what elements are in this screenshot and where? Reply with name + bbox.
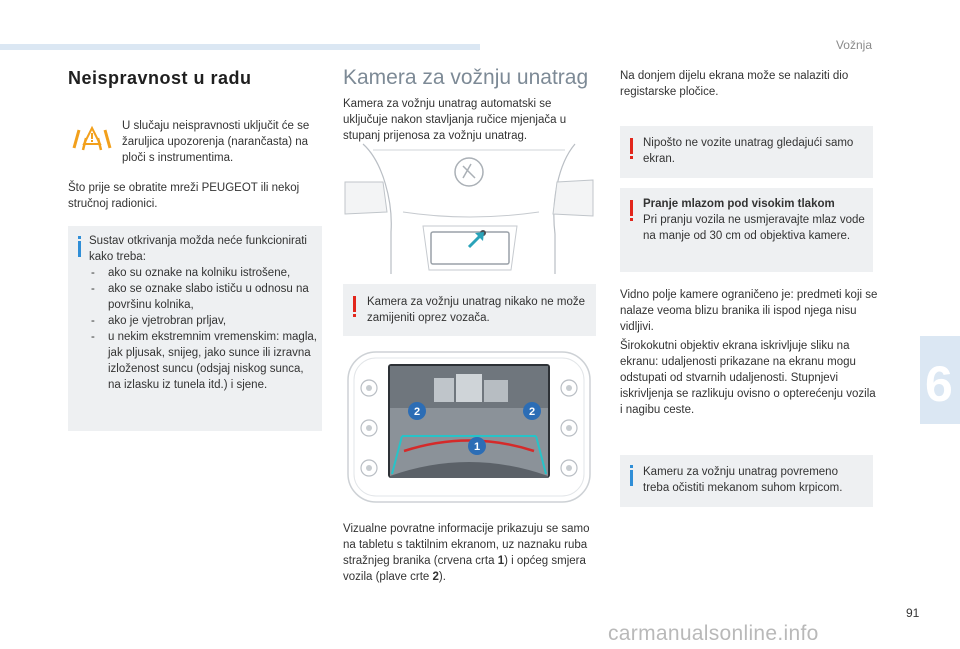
section-title-camera: Kamera za vožnju unatrag <box>343 66 589 89</box>
camera-intro: Kamera za vožnju unatrag automatski se uključuje nakon stavljanja ručice mjenjača u stupanj prijenosa za vožnju unatrag. <box>343 98 567 142</box>
guide-label-1: 1 <box>473 441 481 453</box>
chapter-number: 6 <box>925 356 953 412</box>
info-icon <box>630 465 633 468</box>
plate-note: Na donjem dijelu ekrana može se nalaziti dio registarske pločice. <box>620 70 849 98</box>
camera-warning-text: Kamera za vožnju unatrag nikako ne može zamijeniti oprez vozača. <box>367 296 585 324</box>
wide-angle-note: Širokokutni objektiv ekrana iskrivljuje sliku na ekranu: udaljenosti prikazane na ekranu mogu odstupati od stvarnih udaljenosti. Stupnjevi iskrivljenja se razlikuju ovisno o opterećenju vozila i nagibu ceste. <box>620 340 876 416</box>
info-list <box>89 265 319 393</box>
warning-box-camera <box>343 284 596 336</box>
info-box-cleaning <box>620 455 873 507</box>
list-item: - u nekim ekstremnim vremenskim: magla, jak pljusak, snijeg, jako sunce ili izravna izloženost suncu (odsjaj niskog sunca, na izlasku iz tunela itd.) i sjene. <box>89 329 319 393</box>
washing-warning-text: Pri pranju vozila ne usmjeravajte mlaz vode na manje od 30 cm od objektiva kamere. <box>643 214 865 242</box>
field-of-view-note: Vidno polje kamere ograničeno je: predmeti koji se nalaze veoma blizu branika ili ispod njega nisu vidljivi. <box>620 289 878 333</box>
section-title-malfunction: Neispravnost u radu <box>68 68 252 88</box>
list-item: - ako se oznake slabo ističu u odnosu na površinu kolnika, <box>89 281 319 313</box>
guide-label-2-right: 2 <box>528 406 536 418</box>
info-box-detection <box>68 226 322 431</box>
warning-exclamation-icon <box>353 296 356 312</box>
warning-box-screen <box>620 126 873 178</box>
list-item: - ako su oznake na kolniku istrošene, <box>89 265 319 281</box>
washing-warning-title: Pranje mlazom pod visokim tlakom <box>643 198 835 210</box>
page-number: 91 <box>906 606 920 620</box>
cleaning-info-text: Kameru za vožnju unatrag povremeno treba očistiti mekanom suhom krpicom. <box>643 466 843 494</box>
section-label: Vožnja <box>835 38 872 52</box>
service-note: Što prije se obratite mreži PEUGEOT ili nekoj stručnoj radionici. <box>68 182 300 210</box>
header-bar <box>0 44 480 50</box>
arrow-icon <box>466 228 488 250</box>
info-intro: Sustav otkrivanja možda neće funkcionirati kako treba: <box>89 235 307 263</box>
touchscreen-illustration <box>344 348 594 506</box>
feedback-text: Vizualne povratne informacije prikazuju se samo na tabletu s taktilnim ekranom, uz naznaku ruba stražnjeg branika (crvena crta 1) i općeg smjera vozila (plave crte 2). <box>343 523 590 583</box>
malfunction-warning-text: U slučaju neispravnosti uključit će se žaruljica upozorenja (narančasta) na ploči s instrumentima. <box>122 120 310 164</box>
screen-warning-text: Nipošto ne vozite unatrag gledajući samo ekran. <box>643 137 854 165</box>
warning-light-icon <box>70 124 114 152</box>
car-rear-illustration <box>343 142 595 274</box>
warning-exclamation-icon <box>630 138 633 154</box>
warning-box-washing <box>620 188 873 272</box>
guide-label-2-left: 2 <box>413 406 421 418</box>
list-item: - ako je vjetrobran prljav, <box>89 313 319 329</box>
warning-exclamation-icon <box>630 200 633 216</box>
watermark: carmanualsonline.info <box>608 622 819 645</box>
info-icon <box>78 236 81 239</box>
